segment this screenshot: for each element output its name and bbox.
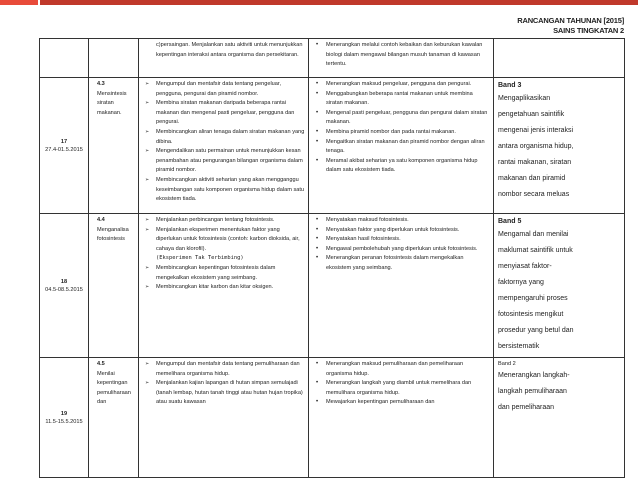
band-desc-line: Mengamal dan menilai [498,231,569,238]
week-number: 17 [60,138,68,145]
band-desc-line: Menerangkan langkah- [498,372,570,379]
band-title: Band 5 [498,218,522,225]
outcome-item: • Membina piramid nombor dan pada rantai makanan. [312,128,490,138]
band-desc-line: mempengaruhi proses [498,295,568,302]
band-desc-line: mengenai jenis interaksi [498,127,574,134]
band-desc-line: faktornya yang [498,279,544,286]
standard-cell [89,358,139,478]
activities-cell [139,78,309,214]
outcome-item: • Meramal akibat seharian ya satu komponen organisma hidup dalam satu ekosistem tiada. [312,157,490,176]
standard-code: 4.5 [97,361,105,367]
band-desc-line: Mengaplikasikan [498,95,551,102]
standard-title-line: dan [97,399,107,406]
outcome-item: • Menerangkan langkah yang diambil untuk memelihara dan memulihara organisma hidup. [312,379,490,398]
standard-cell [89,78,139,214]
week-cell [40,358,89,478]
standard-cell [89,39,139,78]
band-desc-line: makanan dan piramid [498,175,566,182]
outcome-item: • Menyatakan hasil fotosintesis. [312,235,490,245]
accent-right [40,0,638,5]
activity-list [142,80,305,205]
accent-left [0,0,38,5]
standard-code: 4.3 [97,81,105,87]
week-cell [40,214,89,358]
band-desc-line: maklumat saintifik untuk [498,247,573,254]
activity-item: ➢ Mengumpul dan mentafsir data tentang pemuliharaan dan memelihara organisma hidup. [142,360,305,379]
activity-item: ➢ Membincangkan kitar karbon dan kitar oksigen. [142,283,305,293]
band-cell [494,78,625,214]
standard-title-line: makanan. [97,109,122,116]
standard-title-line: pemuliharaan [97,389,131,396]
band-desc-line: menyiasat faktor- [498,263,552,270]
activity-item: ➢ Membincangkan aktiviti seharian yang akan mengganggu keseimbangan satu komponen organisma hidup dalam satu ekosistem tiada. [142,176,305,205]
activity-item: (Eksperimen Tak Terbimbing) [156,255,244,262]
yearly-plan-table [39,38,625,478]
top-accent-bar [0,0,638,5]
activity-item: c)persaingan. Menjalankan satu aktiviti untuk menunjukkan kepentingan interaksi antara organisma dan persekitaran. [156,42,303,58]
outcome-item: • Menyatakan faktor yang diperlukan untuk fotosintesis. [312,226,490,236]
activity-item: ➢ Menjalankan perbincangan tentang fotosintesis. [142,216,305,226]
band-desc-line: fotosintesis mengikut [498,311,564,318]
band-cell [494,214,625,358]
activity-item: ➢ Menjalankan eksperimen menentukan faktor yang diperlukan untuk fotosintesis (contoh: karbon dioksida, air, cahaya dan klorofil). [142,226,305,255]
week-number: 19 [60,410,68,417]
outcome-list [312,41,490,70]
week-cell [40,39,89,78]
activity-item: ➢ Membina siratan makanan daripada beberapa rantai makanan dan mengenal pasti pengeluar, pengguna dan pengurai. [142,99,305,128]
activity-item: ➢ Mengumpul dan mentafsir data tentang pengeluar, pengguna, pengurai dan piramid nombor. [142,80,305,99]
outcome-item: • Menerangkan maksud pemuliharaan dan pemeliharaan organisma hidup. [312,360,490,379]
standard-title-line: kepentingan [97,380,128,387]
outcome-item: • Mengaitkan siratan makanan dan piramid nombor dengan aliran tenaga. [312,138,490,157]
activity-item: ➢ Menjalankan kajian lapangan di hutan simpan semulajadi (tanah lembap, hutan tanah tinggi atau hutan hujan tropika) atau suatu kawasan [142,379,305,408]
table-row [40,78,625,214]
activities-cell [139,214,309,358]
outcome-item: • Menerangkan maksud pengeluar, pengguna dan pengurai. [312,80,490,90]
band-desc-line: nombor secara meluas [498,191,570,198]
band-title: Band 3 [498,82,522,89]
activities-cell [139,39,309,78]
outcome-item: • Menggabungkan beberapa rantai makanan untuk membina siratan makanan. [312,90,490,109]
table-row [40,358,625,478]
band-desc-line: bersistematik [498,343,540,350]
standard-title-line: siratan [97,100,114,107]
outcome-item: • Mewajarkan kepentingan pemuliharaan dan [312,398,490,408]
activity-list [142,41,305,60]
table-row [40,214,625,358]
outcomes-cell [309,214,494,358]
standard-title-line: fotosintesis [97,236,125,243]
activity-item: ➢ Mengendalikan satu permainan untuk menunjukkan kesan penambahan atau pengurangan bilangan organisma dalam piramid nombor. [142,147,305,176]
band-desc-line: antara organisma hidup, [498,143,574,150]
activities-cell [139,358,309,478]
outcome-item: • Mengawal pembolehubah yang diperlukan untuk fotosintesis. [312,245,490,255]
outcome-list [312,360,490,408]
week-dates: 11.5-15.5.2015 [45,418,83,425]
band-desc-line: pengetahuan saintifik [498,111,565,118]
outcome-item: • Menerangkan melalui contoh kebaikan dan keburukan kawalan biologi dalam mengawal bilangan musuh tanaman di kawasan tertentu. [312,41,490,70]
standard-title-line: Menganalisa [97,226,129,233]
band-cell [494,358,625,478]
standard-code: 4.4 [97,217,105,223]
week-dates: 04.5-08.5.2015 [45,286,83,293]
outcomes-cell [309,358,494,478]
activity-list [142,360,305,408]
band-desc-line: dan pemeliharaan [498,404,555,411]
band-title: Band 2 [498,361,516,367]
outcome-item: • Menerangkan peranan fotosintesis dalam mengekalkan ekosistem yang seimbang. [312,254,490,273]
outcomes-cell [309,39,494,78]
band-desc-line: langkah pemuliharaan [498,388,567,395]
week-dates: 27.4-01.5.2015 [45,146,83,153]
standard-title-line: Menilai [97,370,115,377]
band-desc-line: prosedur yang betul dan [498,327,574,334]
standard-title-line: Mensintesis [97,90,127,97]
header-subtitle: SAINS TINGKATAN 2 [553,26,624,35]
band-cell [494,39,625,78]
band-desc-line: rantai makanan, siratan [498,159,572,166]
activity-item: ➢ Membincangkan aliran tenaga dalam siratan makanan yang dibina. [142,128,305,147]
outcome-list [312,216,490,274]
week-cell [40,78,89,214]
activity-item: ➢ Membincangkan kepentingan fotosintesis dalam mengekalkan ekosistem yang seimbang. [142,264,305,283]
week-number: 18 [60,278,68,285]
activity-list [142,216,305,293]
header-title: RANCANGAN TAHUNAN [2015] [517,16,624,25]
outcome-item: • Menyatakan maksud fotosintesis. [312,216,490,226]
table-row [40,39,625,78]
outcome-item: • Mengenal pasti pengeluar, pengguna dan pengurai dalam siratan makanan. [312,109,490,128]
outcome-list [312,80,490,176]
standard-cell [89,214,139,358]
outcomes-cell [309,78,494,214]
document-header [517,16,624,36]
